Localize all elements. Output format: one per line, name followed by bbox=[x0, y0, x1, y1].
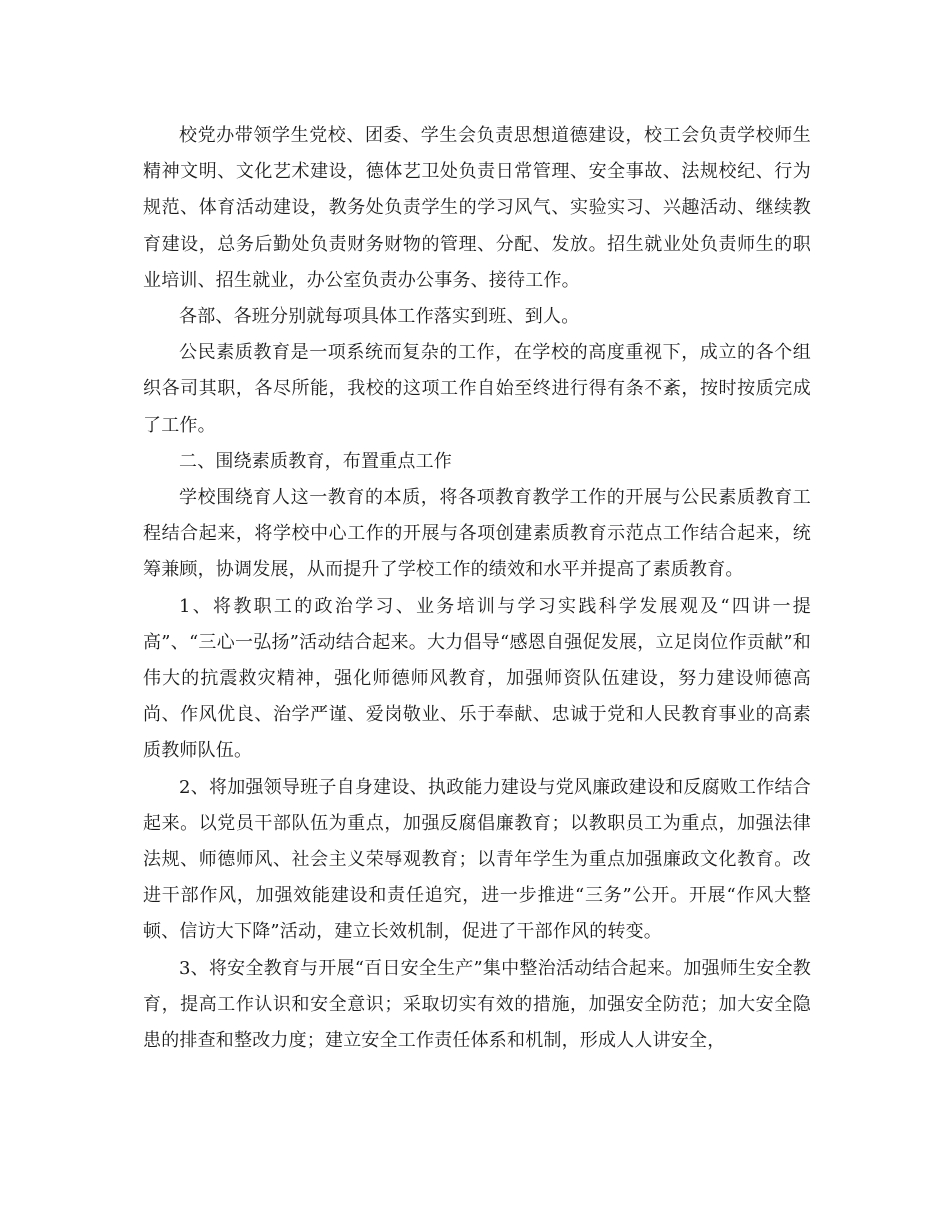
paragraph-item-three: 3、将安全教育与开展“百日安全生产”集中整治活动结合起来。加强师生安全教育，提高工作认识和安全意识；采取切实有效的措施，加强安全防范；加大安全隐患的排查和整改力度；建立安全工作责任体系和机制，形成人人讲安全， bbox=[143, 957, 811, 1052]
document-body bbox=[143, 118, 811, 1059]
section-heading-two: 二、围绕素质教育，布置重点工作 bbox=[179, 450, 452, 472]
paragraph-school-focus: 学校围绕育人这一教育的本质，将各项教育教学工作的开展与公民素质教育工程结合起来，将学校中心工作的开展与各项创建素质教育示范点工作结合起来，统筹兼顾，协调发展，从而提升了学校工作的绩效和水平并提高了素质教育。 bbox=[143, 487, 811, 581]
paragraph-item-one: 1、将教职工的政治学习、业务培训与学习实践科学发展观及“四讲一提高”、“三心一弘扬”活动结合起来。大力倡导“感恩自强促发展，立足岗位作贡献”和伟大的抗震救灾精神，强化师德师风教育，加强师资队伍建设，努力建设师德高尚、作风优良、治学严谨、爱岗敬业、乐于奉献、忠诚于党和人民教育事业的高素质教师队伍。 bbox=[143, 595, 811, 762]
paragraph-summary: 公民素质教育是一项系统而复杂的工作，在学校的高度重视下，成立的各个组织各司其职，各尽所能，我校的这项工作自始至终进行得有条不紊，按时按质完成了工作。 bbox=[143, 342, 811, 436]
paragraph-implementation: 各部、各班分别就每项具体工作落实到班、到人。 bbox=[179, 306, 580, 328]
paragraph-item-two: 2、将加强领导班子自身建设、执政能力建设与党风廉政建设和反腐败工作结合起来。以党员干部队伍为重点，加强反腐倡廉教育；以教职员工为重点，加强法律法规、师德师风、社会主义荣辱观教育；以青年学生为重点加强廉政文化教育。改进干部作风，加强效能建设和责任追究，进一步推进“三务”公开。开展“作风大整顿、信访大下降”活动，建立长效机制，促进了干部作风的转变。 bbox=[143, 776, 811, 943]
paragraph-organization-duties: 校党办带领学生党校、团委、学生会负责思想道德建设，校工会负责学校师生精神文明、文化艺术建设，德体艺卫处负责日常管理、安全事故、法规校纪、行为规范、体育活动建设，教务处负责学生的学习风气、实验实习、兴趣活动、继续教育建设，总务后勤处负责财务财物的管理、分配、发放。招生就业处负责师生的职业培训、招生就业，办公室负责办公事务、接待工作。 bbox=[143, 125, 811, 291]
